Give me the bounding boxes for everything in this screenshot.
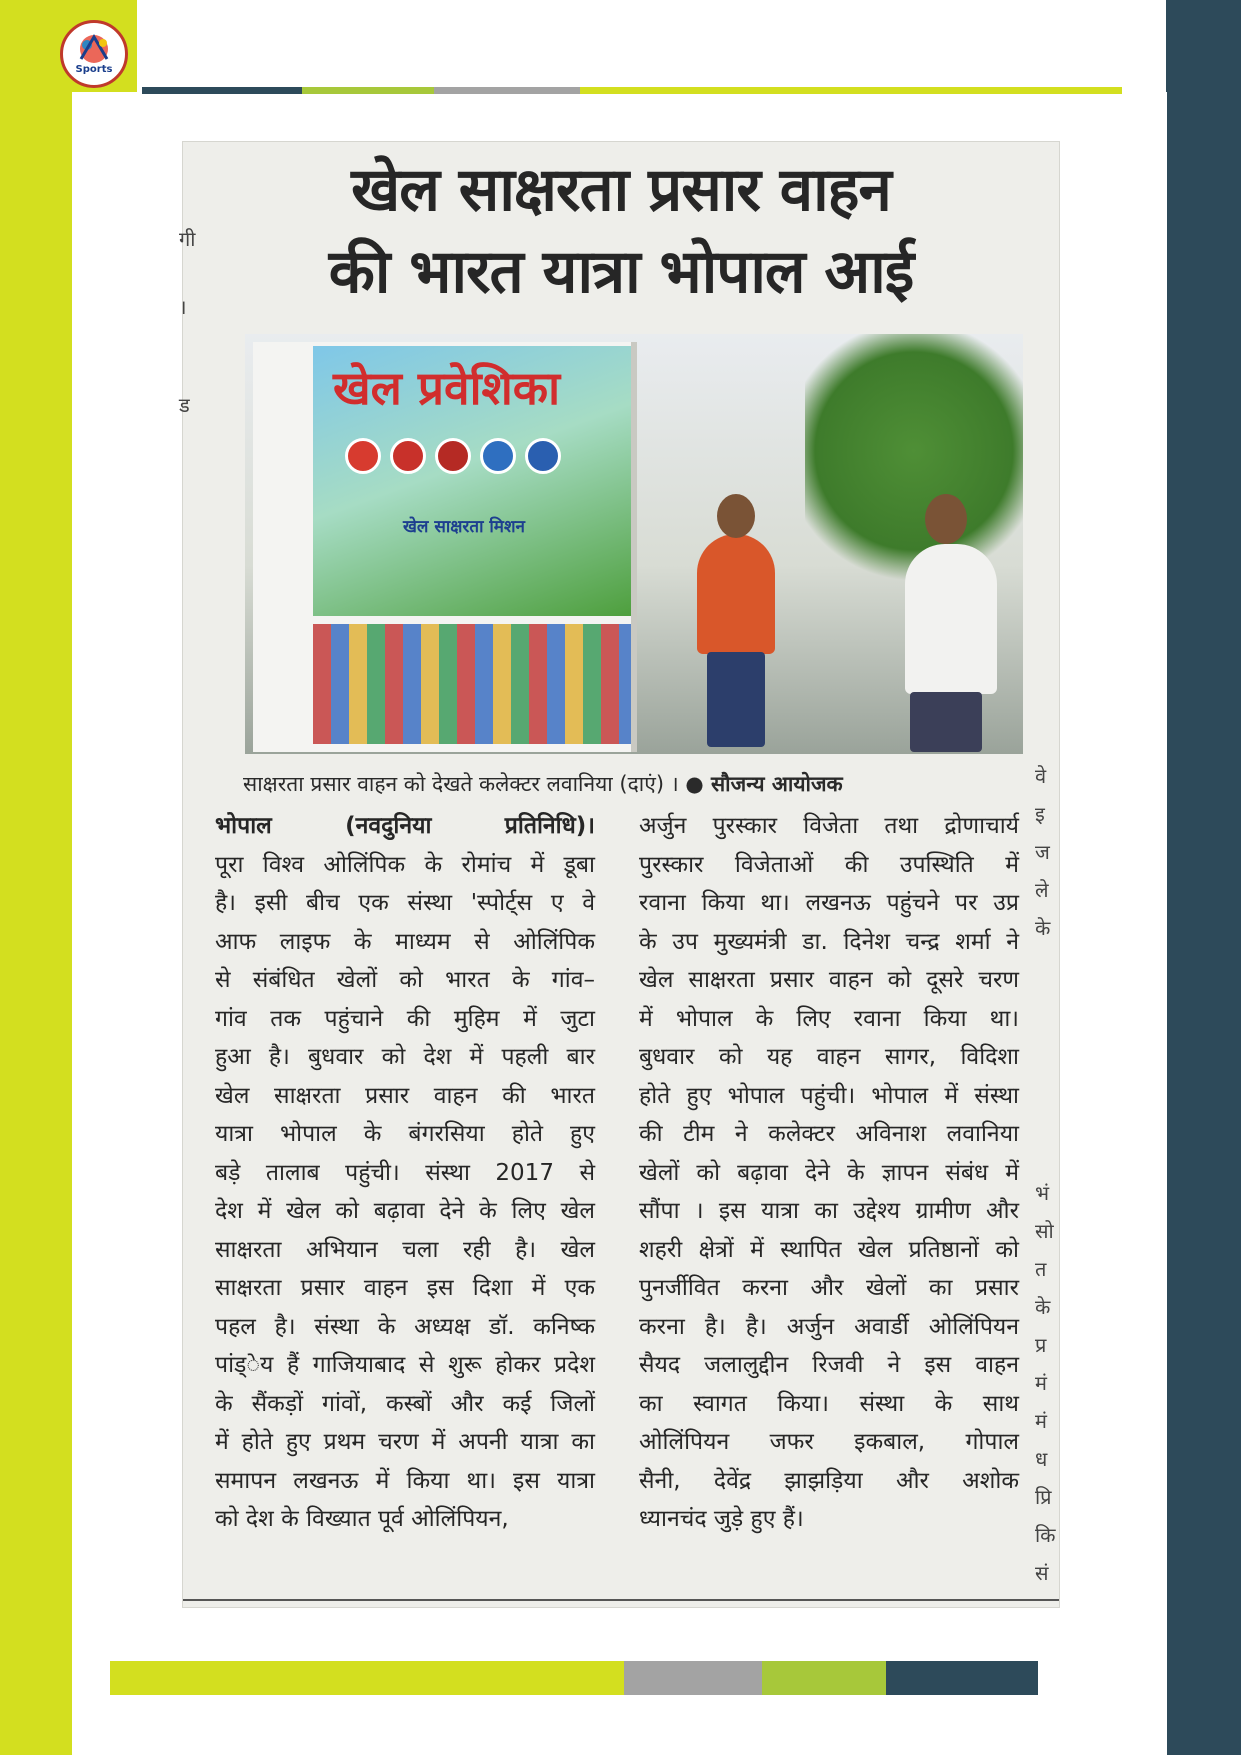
photo-person-white [905,544,997,694]
article-line: का स्वागत किया। संस्था के साथ [639,1390,1019,1417]
article-line: पूरा विश्व ओलिंपिक के रोमांच में डूबा [215,851,595,878]
top-stripe-lime [580,87,1122,94]
top-stripe-green [302,87,434,94]
caption-text: साक्षरता प्रसार वाहन को देखते कलेक्टर लवानिया (दाएं) । [243,772,679,796]
article-line: सैयद जलालुद्दीन रिजवी ने इस वाहन [639,1352,1019,1378]
article-line: की टीम ने कलेक्टर अविनाश लवानिया [639,1121,1019,1147]
photo-tree [805,334,1023,594]
article-line: देश में खेल को बढ़ावा देने के लिए खेल [215,1198,595,1224]
margin-glyph: गी [179,227,196,251]
clipping-bottom-rule [183,1599,1059,1601]
van-subtitle: खेल साक्षरता मिशन [403,517,525,537]
sport-badge-icon [390,438,426,474]
article-line: भोपाल (नवदुनिया प्रतिनिधि)। [215,813,595,839]
margin-glyph: प्र [1035,1333,1047,1357]
newspaper-clipping [179,142,1059,1607]
margin-glyph: ध [1035,1447,1048,1471]
article-line: अर्जुन पुरस्कार विजेता तथा द्रोणाचार्य [639,813,1019,839]
photo-person-legs [707,652,765,747]
van-title: खेल प्रवेशिका [333,361,561,415]
article-line: ओलिंपियन जफर इकबाल, गोपाल [639,1429,1019,1455]
margin-glyph: वे [1035,764,1047,788]
article-line: गांव तक पहुंचाने की मुहिम में जुटा [215,1005,595,1032]
sport-badge-icon [525,438,561,474]
margin-glyph: त [1035,1257,1047,1281]
article-line: हुआ है। बुधवार को देश में पहली बार [215,1044,595,1070]
article-line: करना है। है। अर्जुन अवार्डी ओलिंपियन [639,1313,1019,1340]
top-stripe-navy [142,87,302,94]
article-line: से संबंधित खेलों को भारत के गांव– [215,967,595,993]
article-line: खेलों को बढ़ावा देने के ज्ञापन संबंध में [639,1159,1019,1186]
bottom-stripe-navy [886,1661,1038,1695]
article-line: के उप मुख्यमंत्री डा. दिनेश चन्द्र शर्मा ने [639,928,1019,955]
margin-glyph: के [1035,916,1051,940]
van-picture-grid [313,624,631,744]
article-line: रवाना किया था। लखनऊ पहुंचने पर उप्र [639,890,1019,916]
article-line: पहल है। संस्था के अध्यक्ष डॉ. कनिष्क [215,1313,595,1340]
article-line: में भोपाल के लिए रवाना किया था। [639,1005,1019,1032]
logo-text: Sports [75,64,113,75]
photo-person-orange [697,534,775,654]
sports-emblem-icon [63,23,125,85]
article-line: सौंपा । इस यात्रा का उद्देश्य ग्रामीण और [639,1198,1019,1224]
sport-badge-icon [435,438,471,474]
article-line: के सैंकड़ों गांवों, कस्बों और कई जिलों [215,1390,595,1417]
margin-glyph: । [179,295,187,319]
right-margin-glyphs-bottom [1035,1174,1056,1592]
margin-glyph: इ [1035,802,1045,826]
margin-glyph: सो [1035,1219,1054,1243]
sport-badge-icon [480,438,516,474]
article-column-1 [215,807,595,1539]
van-sport-icons [345,438,565,478]
article-line: यात्रा भोपाल के बंगरसिया होते हुए [215,1121,595,1147]
margin-glyph: ड [179,393,190,417]
margin-glyph: कि [1035,1523,1056,1547]
article-line: पुरस्कार विजेताओं की उपस्थिति में [639,851,1019,878]
article-line: सैनी, देवेंद्र झाझड़िया और अशोक [639,1467,1019,1494]
margin-glyph: ज [1035,840,1050,864]
photo-person-head [925,494,967,544]
photo-person-head [717,494,755,538]
margin-glyph: भं [1035,1181,1050,1205]
article-line: समापन लखनऊ में किया था। इस यात्रा [215,1467,595,1494]
news-photo [245,334,1023,754]
photo-van [253,342,637,752]
bottom-stripe-green [762,1661,886,1695]
margin-glyph: सं [1035,1561,1049,1585]
margin-glyph: प्रि [1035,1485,1052,1509]
article-line: बड़े तालाब पहुंची। संस्था 2017 से [215,1159,595,1186]
article-line: है। इसी बीच एक संस्था 'स्पोर्ट्स ए वे [215,890,595,916]
margin-glyph: ले [1035,878,1049,902]
article-line: खेल साक्षरता प्रसार वाहन की भारत [215,1082,595,1109]
sport-badge-icon [345,438,381,474]
article-line: बुधवार को यह वाहन सागर, विदिशा [639,1044,1019,1070]
photo-caption [243,770,843,798]
margin-glyph: मं [1035,1371,1047,1395]
right-navy-bar [1166,0,1241,1755]
margin-glyph: मं [1035,1409,1047,1433]
article-line: आफ लाइफ के माध्यम से ओलिंपिक [215,928,595,955]
sports-logo [60,20,128,88]
left-margin-glyphs [179,220,195,424]
margin-glyph: के [1035,1295,1051,1319]
headline-line-2: की भारत यात्रा भोपाल आई [328,237,914,307]
headline-line-1: खेल साक्षरता प्रसार वाहन [351,155,891,225]
bottom-stripe-grey [624,1661,762,1695]
article-line: में होते हुए प्रथम चरण में अपनी यात्रा का [215,1429,595,1455]
right-margin-glyphs-top [1035,757,1050,947]
article-line: होते हुए भोपाल पहुंची। भोपाल में संस्था [639,1082,1019,1109]
photo-person-legs [910,692,982,752]
bottom-stripe-lime [110,1661,624,1695]
article-line: पुनर्जीवित करना और खेलों का प्रसार [639,1275,1019,1301]
article-line: साक्षरता प्रसार वाहन इस दिशा में एक [215,1275,595,1301]
article-line: खेल साक्षरता प्रसार वाहन को दूसरे चरण [639,967,1019,993]
article-line: शहरी क्षेत्रों में स्थापित खेल प्रतिष्ठानों को [639,1236,1019,1263]
caption-credit: ● सौजन्य आयोजक [685,772,843,796]
article-line: ध्यानचंद जुड़े हुए हैं। [639,1506,804,1532]
top-stripe-grey [434,87,580,94]
article-column-2 [639,807,1019,1539]
van-banner [313,346,631,616]
article-line: को देश के विख्यात पूर्व ओलिंपियन, [215,1506,509,1532]
article-line: साक्षरता अभियान चला रही है। खेल [215,1236,595,1263]
article-line: पांड्ेय हैं गाजियाबाद से शुरू होकर प्रदेश [215,1352,595,1378]
